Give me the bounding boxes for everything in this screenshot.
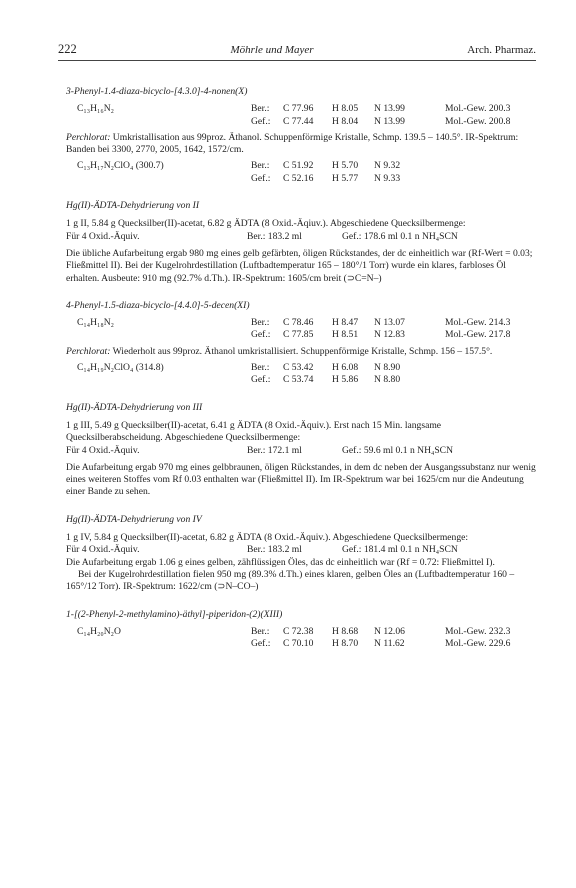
found-value: Gef.: 59.6 ml 0.1 n NH₄SCN — [342, 444, 454, 456]
quantity-row — [66, 231, 536, 243]
equivalents-label: Für 4 Oxid.-Äquiv. — [66, 444, 140, 456]
found-value: Gef.: 181.4 ml 0.1 n NH₄SCN — [342, 544, 458, 556]
analysis-row — [66, 116, 536, 128]
found-label: Gef.: — [251, 374, 271, 386]
hydrogen-value: H 8.05 — [332, 103, 359, 115]
paragraph: Bei der Kugelrohrdestillation fielen 950 mg (89.3% d.Th.) eines klaren, gelben Öles an (Luftbadtemperatur 160 – 165°/12 Torr). IR-Spektrum: 1622/cm (⊃N–CO–) — [66, 568, 515, 593]
analysis-row — [66, 638, 536, 650]
running-authors: Möhrle und Mayer — [230, 44, 314, 56]
perchlorat-paragraph — [66, 346, 536, 358]
hydrogen-value: H 8.68 — [332, 625, 359, 637]
nitrogen-value: N 9.33 — [374, 172, 401, 184]
calc-value: Ber.: 183.2 ml — [247, 230, 302, 242]
hydrogen-value: H 5.77 — [332, 172, 359, 184]
quantity-row — [66, 544, 536, 556]
hydrogen-value: H 8.04 — [332, 115, 359, 127]
calc-value: Ber.: 183.2 ml — [247, 544, 302, 556]
page-header — [58, 42, 536, 61]
section-heading: Hg(II)-ÄDTA-Dehydrierung von III — [66, 401, 203, 413]
analysis-row — [66, 317, 536, 329]
carbon-value: C 77.44 — [283, 115, 314, 127]
analysis-row — [66, 362, 536, 374]
section-heading: 1-[(2-Phenyl-2-methylamino)-äthyl]-piperidon-(2)(XIII) — [66, 608, 283, 620]
calc-label: Ber.: — [251, 317, 270, 329]
found-label: Gef.: — [251, 172, 271, 184]
nitrogen-value: N 12.83 — [374, 329, 405, 341]
paragraph: Die Aufarbeitung ergab 1.06 g eines gelben, zähflüssigen Öles, das dc einheitlich war (Rf = 0.72: Fließmittel I). — [66, 556, 495, 568]
formula: C₁₄H₁₈N₂ — [77, 317, 114, 329]
molecular-weight: Mol.-Gew. 217.8 — [445, 329, 511, 341]
carbon-value: C 77.85 — [283, 329, 314, 341]
equivalents-label: Für 4 Oxid.-Äquiv. — [66, 230, 140, 242]
formula — [66, 116, 251, 128]
paragraph: 1 g IV, 5.84 g Quecksilber(II)-acetat, 6.82 g ÄDTA (8 Oxid.-Äquiv.). Abgeschiedene Quecksilbermenge: — [66, 532, 469, 544]
molecular-weight: Mol.-Gew. 214.3 — [445, 317, 511, 329]
calc-value: Ber.: 172.1 ml — [247, 444, 302, 456]
perchlorat-text: Umkristallisation aus 99proz. Äthanol. Schuppenförmige Kristalle, Schmp. 139.5 – 140.5°. IR-Spektrum: Banden bei 3300, 2770, 2005, 1642, 1572/cm. — [66, 131, 519, 156]
paragraph: 1 g II, 5.84 g Quecksilber(II)-acetat, 6.82 g ÄDTA (8 Oxid.-Äqiuv.). Abgeschiedene Quecksilbermenge: — [66, 218, 466, 230]
hydrogen-value: H 6.08 — [332, 362, 359, 374]
paragraph: Die übliche Aufarbeitung ergab 980 mg eines gelb gefärbten, öligen Rückstandes, der dc einheitlich war (Rf-Wert = 0.03; Fließmittel II). Bei der Kugelrohrdestillation (Luftbadtemperatur 165 – 180°/1 Torr) wurde ein klares, farbloses Öl erhalten. Ausbeute: 910 mg (92.7% d.Th.). IR-Spektrum: 1605/cm breit (⊃C=N–) — [66, 247, 533, 284]
page-number: 222 — [58, 42, 77, 56]
carbon-value: C 51.92 — [283, 160, 314, 172]
formula — [66, 329, 251, 341]
formula: C₁₃H₁₇N₂ClO₄ (300.7) — [77, 160, 164, 172]
section-heading: 3-Phenyl-1.4-diaza-bicyclo-[4.3.0]-4-nonen(X) — [66, 86, 248, 97]
carbon-value: C 53.42 — [283, 362, 314, 374]
formula: C₁₄H₂₀N₂O — [77, 625, 121, 637]
perchlorat-label: Perchlorat: — [66, 345, 111, 357]
formula — [66, 173, 251, 185]
found-label: Gef.: — [251, 115, 271, 127]
carbon-value: C 52.16 — [283, 172, 314, 184]
molecular-weight: Mol.-Gew. 200.3 — [445, 103, 511, 115]
carbon-value: C 53.74 — [283, 374, 314, 386]
analysis-row — [66, 103, 536, 115]
journal-name: Arch. Pharmaz. — [467, 44, 536, 56]
analysis-row — [66, 374, 536, 386]
perchlorat-label: Perchlorat: — [66, 131, 111, 143]
formula — [66, 638, 251, 650]
quantity-row — [66, 445, 536, 457]
calc-label: Ber.: — [251, 160, 270, 172]
calc-label: Ber.: — [251, 625, 270, 637]
analysis-row — [66, 160, 536, 172]
hydrogen-value: H 5.86 — [332, 374, 359, 386]
found-label: Gef.: — [251, 638, 271, 650]
analysis-row — [66, 626, 536, 638]
found-label: Gef.: — [251, 329, 271, 341]
nitrogen-value: N 13.99 — [374, 115, 405, 127]
paragraph: Die Aufarbeitung ergab 970 mg eines gelbbraunen, öligen Rückstandes, in dem dc neben der Ausgangssubstanz nur wenig eines weiteren Stoffes vom Rf 0.03 enthalten war (Fließmittel II). Im IR-Spektrum war bei 1625/cm nur die Andeutung einer Bande zu sehen. — [66, 461, 536, 498]
nitrogen-value: N 13.99 — [374, 103, 405, 115]
perchlorat-text: Wiederholt aus 99proz. Äthanol umkristallisiert. Schuppenförmige Kristalle, Schmp. 156 – 157.5°. — [110, 345, 493, 357]
carbon-value: C 72.38 — [283, 625, 314, 637]
hydrogen-value: H 8.51 — [332, 329, 359, 341]
formula — [66, 374, 251, 386]
nitrogen-value: N 8.80 — [374, 374, 401, 386]
hydrogen-value: H 8.70 — [332, 638, 359, 650]
nitrogen-value: N 9.32 — [374, 160, 401, 172]
nitrogen-value: N 13.07 — [374, 317, 405, 329]
equivalents-label: Für 4 Oxid.-Äquiv. — [66, 544, 140, 556]
section-heading: 4-Phenyl-1.5-diaza-bicyclo-[4.4.0]-5-decen(XI) — [66, 299, 250, 311]
calc-label: Ber.: — [251, 103, 270, 115]
hydrogen-value: H 8.47 — [332, 317, 359, 329]
formula: C₁₄H₁₉N₂ClO₄ (314.8) — [77, 362, 164, 374]
calc-label: Ber.: — [251, 362, 270, 374]
molecular-weight: Mol.-Gew. 232.3 — [445, 625, 511, 637]
section-heading: Hg(II)-ÄDTA-Dehydrierung von IV — [66, 513, 202, 525]
section-heading: Hg(II)-ÄDTA-Dehydrierung von II — [66, 200, 200, 212]
perchlorat-paragraph — [66, 132, 536, 157]
hydrogen-value: H 5.70 — [332, 160, 359, 172]
analysis-row — [66, 329, 536, 341]
carbon-value: C 78.46 — [283, 317, 314, 329]
formula: C₁₃H₁₆N₂ — [77, 103, 114, 115]
nitrogen-value: N 8.90 — [374, 362, 401, 374]
paragraph: 1 g III, 5.49 g Quecksilber(II)-acetat, 6.41 g ÄDTA (8 Oxid.-Äquiv.). Erst nach 15 Min. langsame Quecksilberabscheidung. Abgeschiedene Quecksilbermenge: — [66, 419, 442, 444]
molecular-weight: Mol.-Gew. 200.8 — [445, 115, 511, 127]
molecular-weight: Mol.-Gew. 229.6 — [445, 638, 511, 650]
page-body — [66, 86, 536, 650]
nitrogen-value: N 12.06 — [374, 625, 405, 637]
carbon-value: C 70.10 — [283, 638, 314, 650]
found-value: Gef.: 178.6 ml 0.1 n NH₄SCN — [342, 230, 458, 242]
nitrogen-value: N 11.62 — [374, 638, 405, 650]
analysis-row — [66, 173, 536, 185]
carbon-value: C 77.96 — [283, 103, 314, 115]
